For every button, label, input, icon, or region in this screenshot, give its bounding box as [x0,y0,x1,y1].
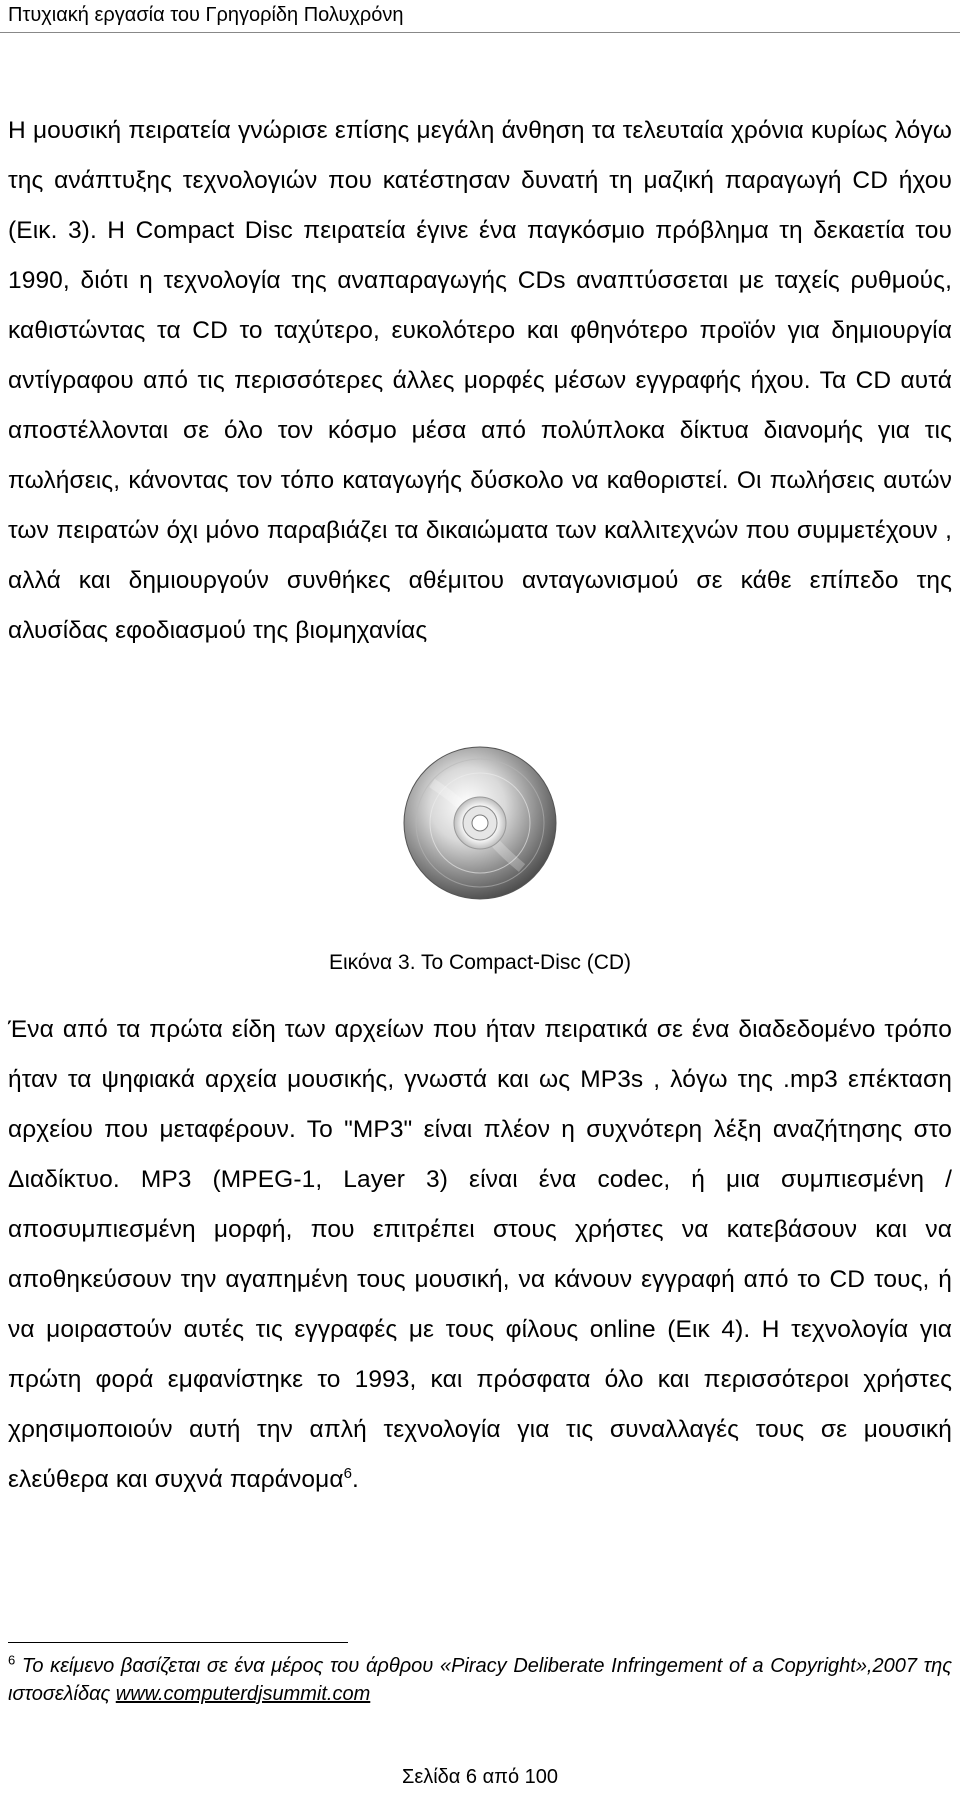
footnote-text: Το κείμενο βασίζεται σε ένα μέρος του άρθρου «Piracy Deliberate Infringement of a Copyright»,2007 της ιστοσελίδας [8,1655,952,1705]
running-header: Πτυχιακή εργασία του Γρηγορίδη Πολυχρόνη [8,4,404,26]
footnote-link[interactable]: www.computerdjsummit.com [115,1683,371,1705]
figure-caption: Εικόνα 3. Το Compact-Disc (CD) [328,951,632,974]
footnote [8,1652,952,1708]
footnote-number: 6 [8,1652,16,1668]
page-number: Σελίδα 6 από 100 [401,1766,559,1788]
footnote-reference[interactable]: 6 [343,1464,353,1482]
footnote-divider [8,1642,348,1643]
paragraph-cd-piracy: Η μουσική πειρατεία γνώρισε επίσης μεγάλη άνθηση τα τελευταία χρόνια κυρίως λόγω της ανάπτυξης τεχνολογιών που κατέστησαν δυνατή τη μαζική παραγωγή CD ήχου (Εικ. 3). Η Compact Disc πειρατεία έγινε ένα παγκόσμιο πρόβλημα τη δεκαετία του 1990, διότι η τεχνολογία της αναπαραγωγής CDs αναπτύσσεται με ταχείς ρυθμούς, καθιστώντας τα CD το ταχύτερο, ευκολότερο και φθηνότερο προϊόν για δημιουργία αντίγραφου από τις περισσότερες άλλες μορφές μέσων εγγραφής ήχου. Τα CD αυτά αποστέλλονται σε όλο τον κόσμο μέσα από πολύπλοκα δίκτυα διανομής για τις πωλήσεις, κάνοντας τον τόπο καταγωγής δύσκολο να καθοριστεί. Οι πωλήσεις αυτών των πειρατών όχι μόνο παραβιάζει τα δικαιώματα των καλλιτεχνών που συμμετέχουν , αλλά και δημιουργούν συνθήκες αθέμιτου ανταγωνισμού σε κάθε επίπεδο της αλυσίδας εφοδιασμού της βιομηχανίας [8,117,952,644]
header-divider [0,32,960,33]
paragraph-mp3-text: Ένα από τα πρώτα είδη των αρχείων που ήταν πειρατικά σε ένα διαδεδομένο τρόπο ήταν τα ψηφιακά αρχεία μουσικής, γνωστά και ως MP3s , λόγω της .mp3 επέκταση αρχείου που μεταφέρουν. Το "MP3" είναι πλέον η συχνότερη λέξη αναζήτησης στο Διαδίκτυο. MP3 (MPEG-1, Layer 3) είναι ένα codec, ή μια συμπιεσμένη / αποσυμπιεσμένη μορφή, που επιτρέπει στους χρήστες να κατεβάσουν και να αποθηκεύσουν την αγαπημένη τους μουσική, να κάνουν εγγραφή από το CD τους, ή να μοιραστούν αυτές τις εγγραφές με τους φίλους online (Εικ 4). Η τεχνολογία για πρώτη φορά εμφανίστηκε το 1993, και πρόσφατα όλο και περισσότεροι χρήστες χρησιμοποιούν αυτή την απλή τεχνολογία για τις συναλλαγές τους σε μουσική ελεύθερα και συχνά παράνομα [8,1016,952,1493]
figure-compact-disc [0,735,960,935]
compact-disc-image [402,743,558,903]
paragraph-mp3: Ένα από τα πρώτα είδη των αρχείων που ήταν πειρατικά σε ένα διαδεδομένο τρόπο ήταν τα ψηφιακά αρχεία μουσικής, γνωστά και ως MP3s , λόγω της .mp3 επέκταση αρχείου που μεταφέρουν. Το "MP3" είναι πλέον η συχνότερη λέξη αναζήτησης στο Διαδίκτυο. MP3 (MPEG-1, Layer 3) είναι ένα codec, ή μια συμπιεσμένη / αποσυμπιεσμένη μορφή, που επιτρέπει στους χρήστες να κατεβάσουν και να αποθηκεύσουν την αγαπημένη τους μουσική, να κάνουν εγγραφή από το CD τους, ή να μοιραστούν αυτές τις εγγραφές με τους φίλους online (Εικ 4). Η τεχνολογία για πρώτη φορά εμφανίστηκε το 1993, και πρόσφατα όλο και περισσότεροι χρήστες χρησιμοποιούν αυτή την απλή τεχνολογία για τις συναλλαγές τους σε μουσική ελεύθερα και συχνά παράνομα$^6$. [8,1016,952,1493]
